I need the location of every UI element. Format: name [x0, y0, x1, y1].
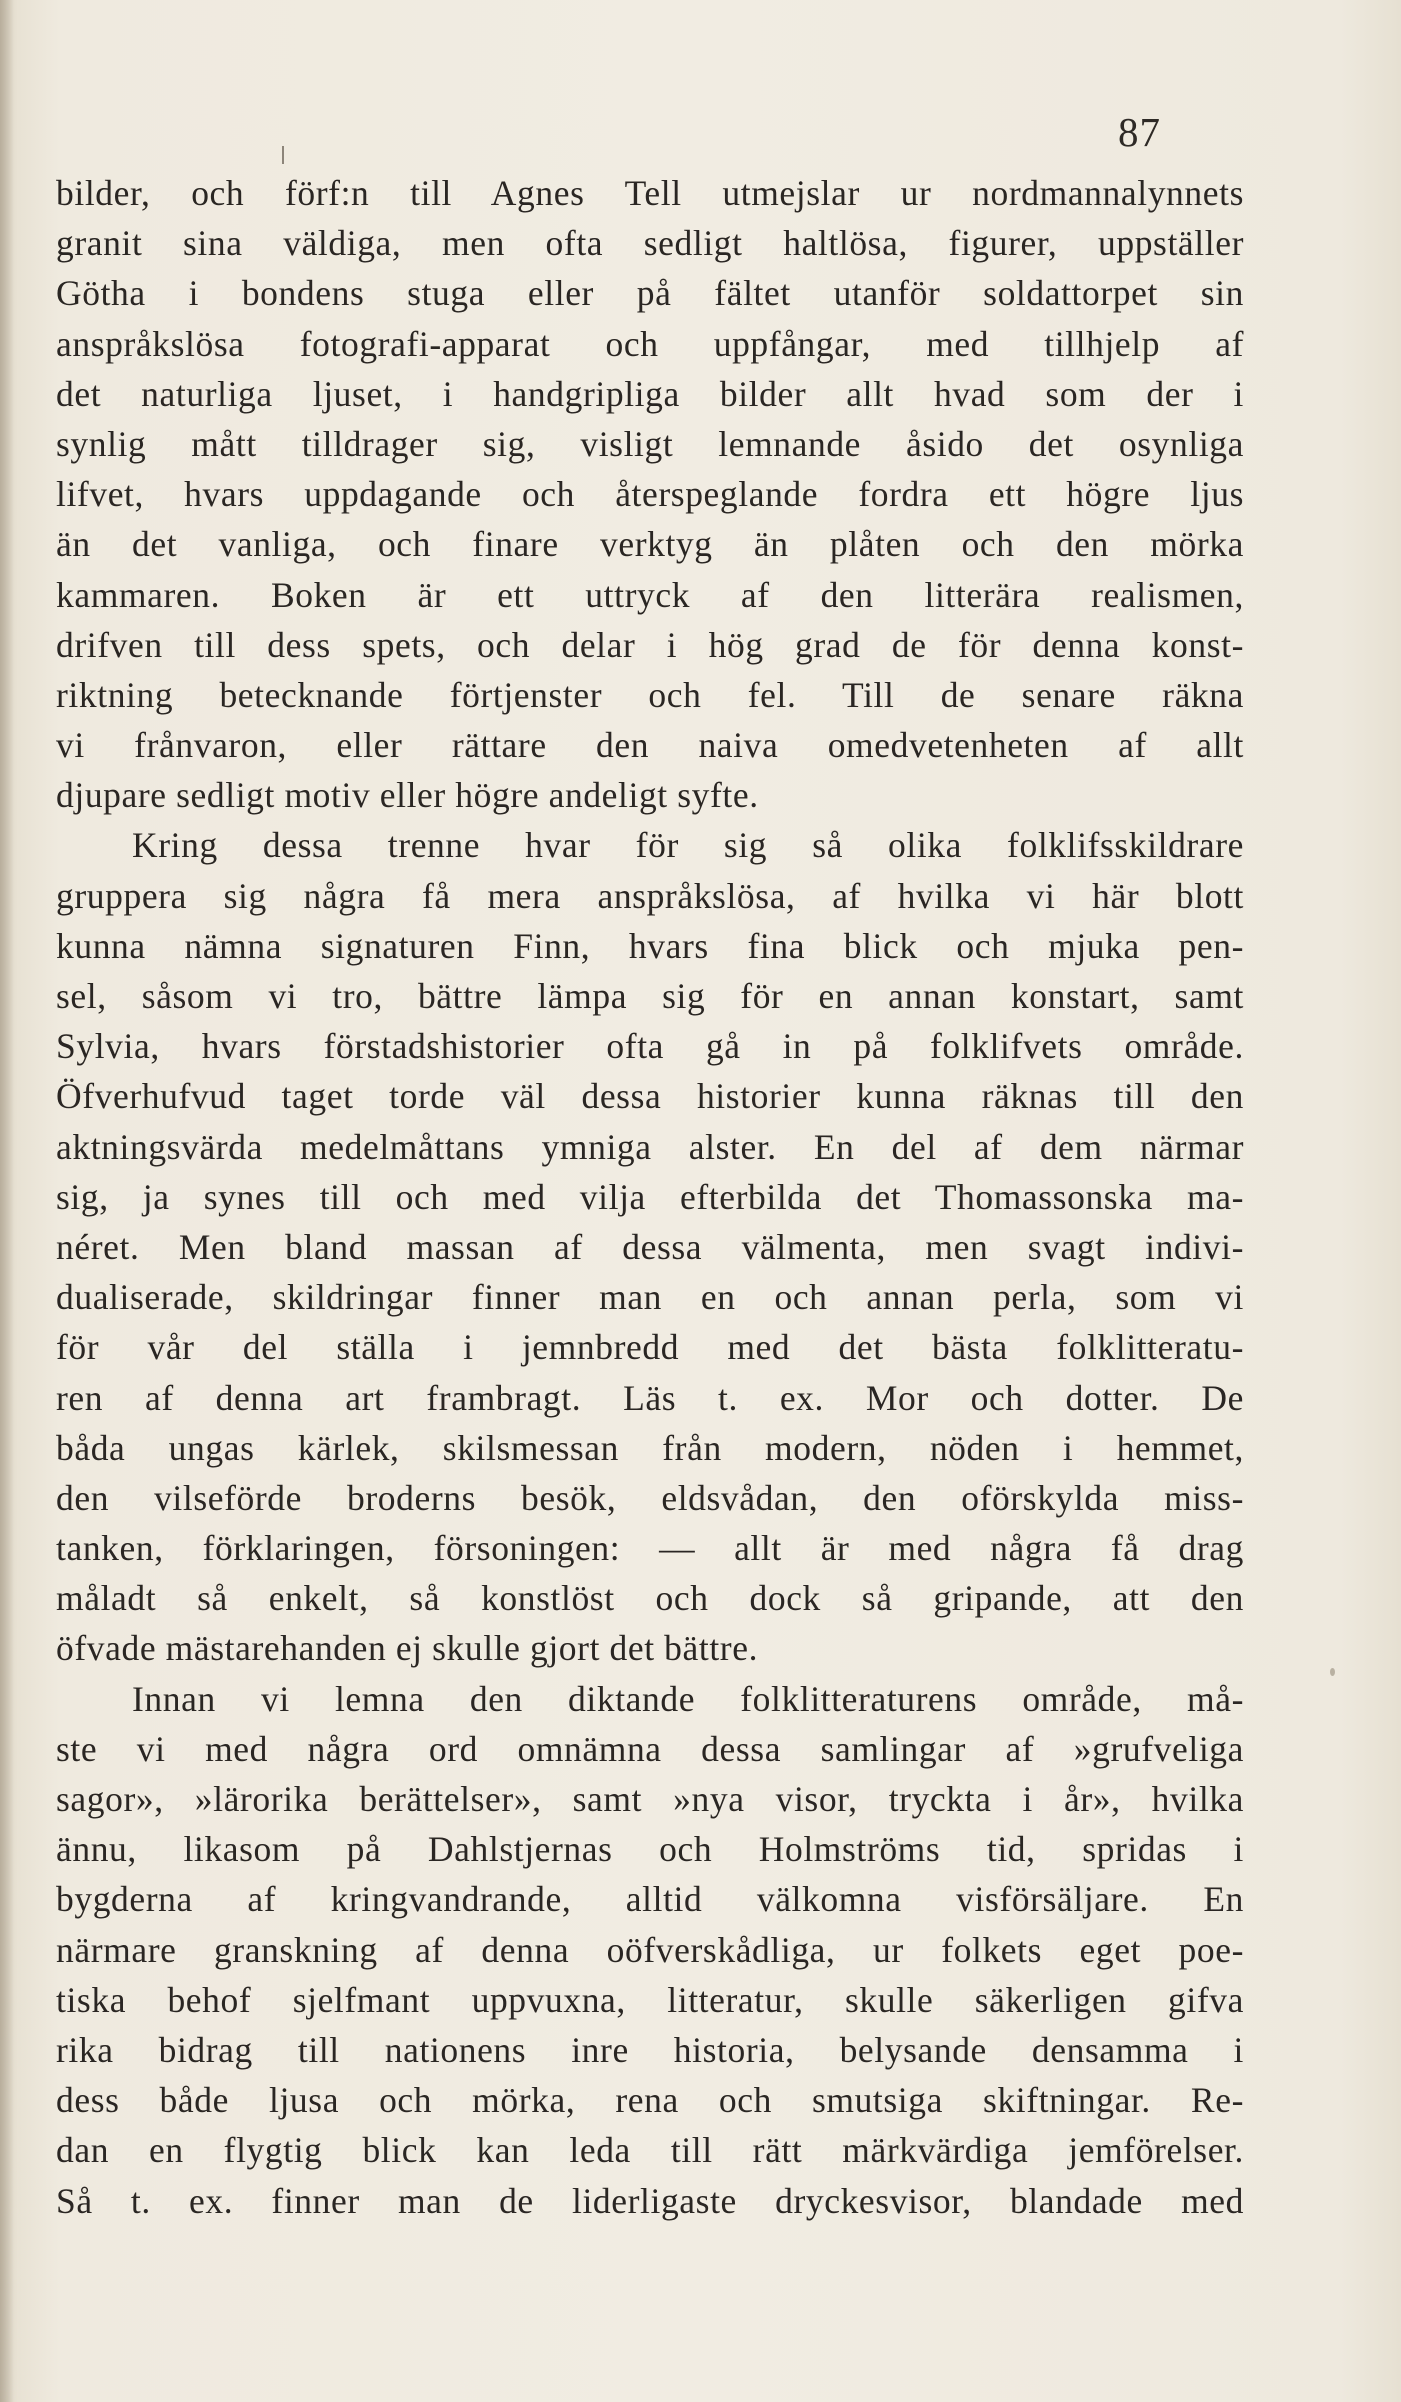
text-line: rika bidrag till nationens inre historia, belysande densamma i	[56, 2029, 1244, 2070]
text-line: djupare sedligt motiv eller högre andeligt syfte.	[56, 775, 759, 816]
text-line: sig, ja synes till och med vilja efterbilda det Thomassonska ma-	[56, 1176, 1244, 1217]
text-line: granit sina väldiga, men ofta sedligt haltlösa, figurer, uppställer	[56, 223, 1244, 264]
binding-shadow	[0, 0, 14, 2402]
text-line: Sylvia, hvars förstadshistorier ofta gå in på folklifvets område.	[56, 1026, 1244, 1067]
text-line: lifvet, hvars uppdagande och återspeglande fordra ett högre ljus	[56, 474, 1244, 515]
text-line: dess både ljusa och mörka, rena och smutsiga skiftningar. Re-	[56, 2080, 1244, 2121]
text-line: Götha i bondens stuga eller på fältet utanför soldattorpet sin	[56, 273, 1244, 314]
text-line: vi frånvaron, eller rättare den naiva omedvetenheten af allt	[56, 725, 1244, 766]
text-line: drifven till dess spets, och delar i hög grad de för denna konst-	[56, 624, 1244, 665]
text-line: måladt så enkelt, så konstlöst och dock så gripande, att den	[56, 1578, 1244, 1619]
text-line: aktningsvärda medelmåttans ymniga alster. En del af dem närmar	[56, 1126, 1244, 1167]
text-line: kunna nämna signaturen Finn, hvars fina blick och mjuka pen-	[56, 925, 1244, 966]
text-line: sagor», »lärorika berättelser», samt »nya visor, tryckta i år», hvilka	[56, 1779, 1244, 1819]
text-line: Innan vi lemna den diktande folklitteraturens område, må-	[132, 1678, 1244, 1719]
text-line: Öfverhufvud taget torde väl dessa historier kunna räknas till den	[56, 1076, 1244, 1117]
body-text	[56, 168, 1244, 2226]
text-line: kammaren. Boken är ett uttryck af den litterära realismen,	[56, 574, 1244, 615]
text-line: anspråkslösa fotografi-apparat och uppfångar, med tillhjelp af	[56, 323, 1244, 364]
page-number: 87	[1118, 109, 1161, 155]
text-line: ren af denna art frambragt. Läs t. ex. Mor och dotter. De	[56, 1377, 1244, 1418]
text-line: båda ungas kärlek, skilsmessan från modern, nöden i hemmet,	[56, 1427, 1244, 1468]
text-line: Så t. ex. finner man de liderligaste dryckesvisor, blandade med	[56, 2180, 1244, 2221]
text-line: dualiserade, skildringar finner man en och annan perla, som vi	[56, 1277, 1244, 1318]
text-line: dan en flygtig blick kan leda till rätt märkvärdiga jemförelser.	[56, 2130, 1244, 2171]
text-line: synlig mått tilldrager sig, visligt lemnande åsido det osynliga	[56, 423, 1244, 464]
text-line: gruppera sig några få mera anspråkslösa, af hvilka vi här blott	[56, 875, 1244, 916]
text-line: den vilseförde broderns besök, eldsvådan, den oförskylda miss-	[56, 1477, 1244, 1518]
text-line: bilder, och förf:n till Agnes Tell utmejslar ur nordmannalynnets	[56, 173, 1244, 213]
text-line: för vår del ställa i jemnbredd med det bästa folklitteratu-	[56, 1327, 1244, 1368]
text-line: tanken, förklaringen, försoningen: — allt är med några få drag	[56, 1528, 1244, 1569]
text-line: det naturliga ljuset, i handgripliga bilder allt hvad som der i	[56, 373, 1244, 414]
paper-speck	[1330, 1668, 1335, 1676]
text-line: sel, såsom vi tro, bättre lämpa sig för en annan konstart, samt	[56, 976, 1244, 1016]
text-line: bygderna af kringvandrande, alltid välkomna visförsäljare. En	[56, 1879, 1244, 1920]
text-line: öfvade mästarehanden ej skulle gjort det bättre.	[56, 1628, 759, 1669]
text-line: än det vanliga, och finare verktyg än plåten och den mörka	[56, 524, 1244, 565]
text-line: néret. Men bland massan af dessa välmenta, men svagt indivi-	[56, 1226, 1244, 1267]
text-line: riktning betecknande förtjenster och fel. Till de senare räkna	[56, 674, 1244, 715]
text-line: ste vi med några ord omnämna dessa samlingar af »grufveliga	[56, 1728, 1244, 1769]
print-mark	[282, 146, 284, 164]
text-line: tiska behof sjelfmant uppvuxna, litteratur, skulle säkerligen gifva	[56, 1979, 1244, 2020]
text-line: Kring dessa trenne hvar för sig så olika folklifsskildrare	[132, 825, 1244, 866]
text-line: närmare granskning af denna oöfverskådliga, ur folkets eget poe-	[56, 1929, 1244, 1970]
text-line: ännu, likasom på Dahlstjernas och Holmströms tid, spridas i	[56, 1829, 1244, 1870]
